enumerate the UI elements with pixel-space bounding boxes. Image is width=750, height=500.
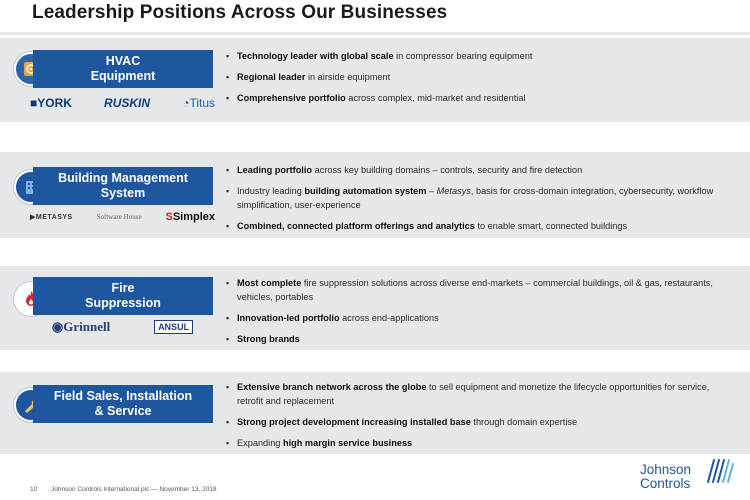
bullet-item: ▪ Strong project development increasing installed base through domain expertise bbox=[226, 415, 736, 429]
bullet-item: ▪ Technology leader with global scale in compressor bearing equipment bbox=[226, 49, 736, 63]
metasys-logo: ▶METASYS bbox=[30, 214, 73, 221]
footer-text: Johnson Controls International plc — November 13, 2018 bbox=[51, 486, 217, 493]
brand-logos bbox=[30, 208, 215, 226]
brand-logos bbox=[30, 94, 215, 112]
section-building-management bbox=[0, 152, 750, 238]
section-label bbox=[33, 50, 213, 88]
brand-logos bbox=[30, 318, 215, 336]
section-label-line: System bbox=[100, 186, 146, 200]
section-label-line: Fire bbox=[111, 281, 135, 295]
grinnell-logo: ◉Grinnell bbox=[51, 319, 111, 334]
bullet-item: ▪ Leading portfolio across key building domains – controls, security and fire detection bbox=[226, 163, 736, 177]
title-divider bbox=[0, 32, 750, 35]
software-house-logo: Software House bbox=[96, 213, 142, 221]
bullet-item: ▪ Industry leading building automation system – Metasys, basis for cross-domain integration, cybersecurity, workflow simplification, user-experience bbox=[226, 184, 736, 212]
bullet-item: ▪ Extensive branch network across the globe to sell equipment and monetize the lifecycle opportunities for service, retrofit and replacement bbox=[226, 380, 736, 408]
ansul-logo: ANSUL bbox=[154, 320, 193, 334]
page-number: 10 bbox=[30, 486, 38, 493]
bullet-item: ▪ Regional leader in airside equipment bbox=[226, 70, 736, 84]
section-label bbox=[33, 277, 213, 315]
titus-logo: ◔Titus bbox=[182, 96, 215, 110]
johnson-controls-logo bbox=[640, 456, 740, 498]
section-label-line: Equipment bbox=[90, 69, 156, 83]
section-label-line: Suppression bbox=[85, 296, 161, 310]
section-label-line: & Service bbox=[94, 404, 152, 418]
bullet-item: ▪ Combined, connected platform offerings and analytics to enable smart, connected buildings bbox=[226, 219, 736, 233]
section-label bbox=[33, 167, 213, 205]
bullet-list bbox=[226, 163, 736, 240]
footer bbox=[30, 486, 217, 493]
bullet-list bbox=[226, 380, 736, 457]
bullet-item: ▪ Expanding high margin service business bbox=[226, 436, 736, 450]
section-hvac bbox=[0, 38, 750, 122]
company-name bbox=[640, 463, 691, 491]
bullet-item: ▪ Innovation-led portfolio across end-applications bbox=[226, 311, 736, 325]
bullet-item: ▪ Most complete fire suppression solutions across diverse end-markets – commercial buildings, oil & gas, restaurants, vehicles, portables bbox=[226, 276, 736, 304]
york-logo: ■YORK bbox=[30, 96, 72, 110]
company-name-line: Controls bbox=[640, 476, 691, 491]
ruskin-logo: RUSKIN bbox=[104, 96, 151, 110]
bullet-item: ▪ Strong brands bbox=[226, 332, 736, 346]
section-label-line: HVAC bbox=[105, 54, 141, 68]
section-field-sales bbox=[0, 372, 750, 454]
bullet-item: ▪ Comprehensive portfolio across complex, mid-market and residential bbox=[226, 91, 736, 105]
section-label bbox=[33, 385, 213, 423]
section-label-line: Building Management bbox=[58, 171, 188, 185]
bullet-list bbox=[226, 276, 736, 353]
page-title: Leadership Positions Across Our Businesses bbox=[32, 2, 448, 23]
simplex-logo: SSimplex bbox=[165, 211, 215, 223]
section-fire-suppression bbox=[0, 266, 750, 350]
johnson-controls-mark-icon bbox=[704, 456, 734, 486]
bullet-list bbox=[226, 49, 736, 112]
section-label-line: Field Sales, Installation bbox=[53, 389, 193, 403]
company-name-line: Johnson bbox=[640, 462, 692, 477]
